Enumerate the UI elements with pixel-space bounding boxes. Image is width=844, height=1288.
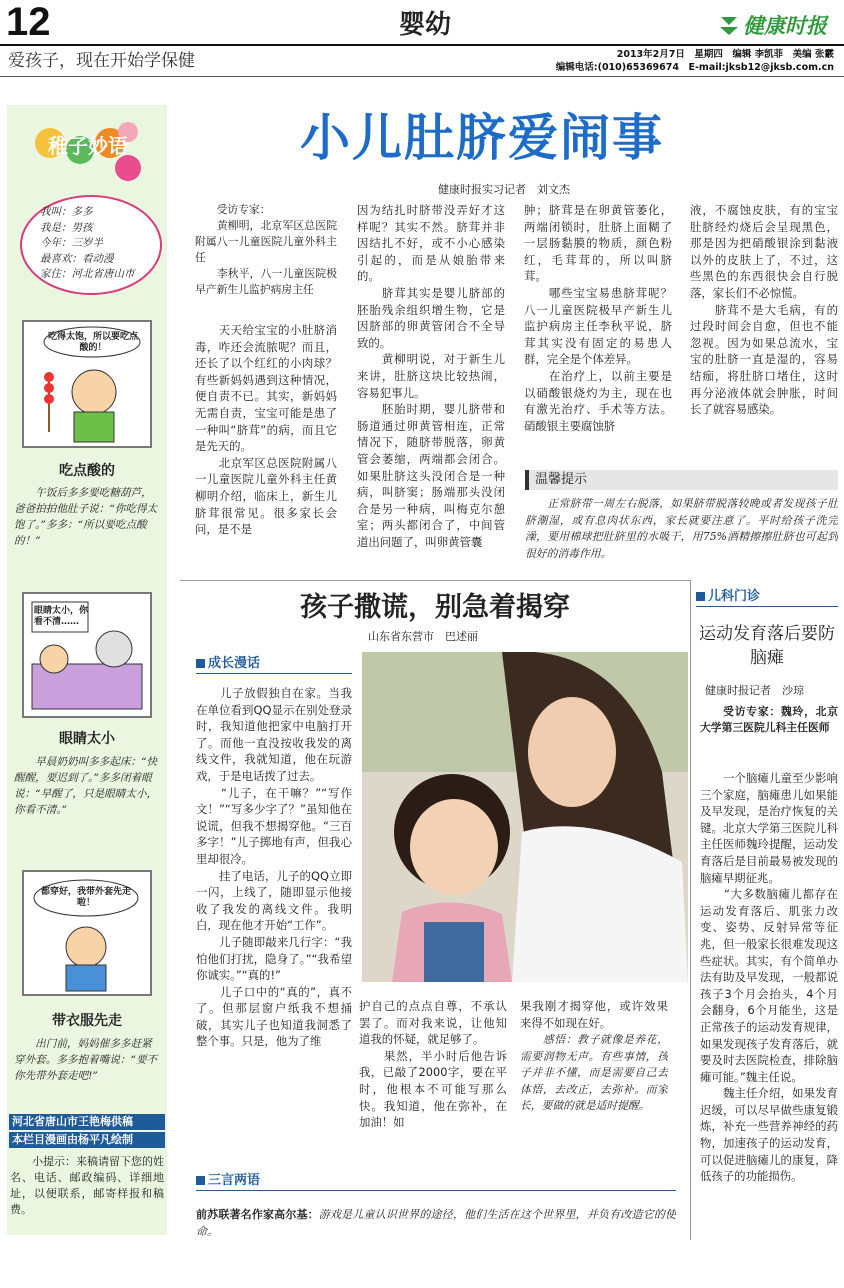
sidebar-logo <box>28 118 148 188</box>
comic-2-text: 早晨奶奶叫多多起床：“快醒醒，要迟到了。”多多闭着眼说：“早醒了，只是眼睛太小，你看不清。” <box>14 756 158 816</box>
pediatric-square-icon <box>696 592 705 601</box>
article2-column-3: 果我刚才揭穿他，或许效果来得不如现在好。 <box>520 999 668 1030</box>
article2-insight: 感悟：教子就像是养花，需要润物无声。有些事情，孩子并非不懂，而是需要自己去体悟，去改正，去弥补。而家长，要做的就是适时提醒。 <box>520 1033 668 1112</box>
warm-tip-text: 正常脐带一周左右脱落，如果脐带脱落较晚或者发现孩子肚脐潮湿，或有息肉状东西，家长就要注意了。平时给孩子洗完澡，要用棉球把肚脐里的水吸干，用75%酒精擦擦肚脐也可起到很好的消毒作用。 <box>525 497 838 560</box>
comic-3-caption: 带衣服先走 <box>52 1013 122 1029</box>
growth-section-text: 成长漫话 <box>208 656 261 671</box>
quote-rule <box>196 1190 676 1191</box>
editor-contact: 编辑电话:(010)65369674 E-mail:jksb12@jksb.com.cn <box>555 62 834 73</box>
article3-title: 运动发育落后要防脑瘫 <box>699 624 835 668</box>
article1-column-1: 天天给宝宝的小肚脐消毒，咋还会流脓呢？而且，还长了以个红红的小肉球？有些新妈妈遇到这种情况，便自责不已。其实，新妈妈无需自责，宝宝可能是患了一种叫“脐茸”的病，而且它是先天的。 北京军区总医院附属八一儿童医院儿童外科主任黄柳明介绍，临床上，新生儿脐茸很常见。很多家长会问，是不是 <box>195 323 337 537</box>
submission-tip: 小提示：来稿请留下您的姓名、电话、邮政编码、详细地址，以便联系，邮寄样报和稿费。 <box>10 1155 164 1216</box>
quote-author: 前苏联著名作家高尔基： <box>196 1208 319 1221</box>
profile-line-age: 今年：三岁半 <box>40 237 103 249</box>
header-rule <box>0 44 844 46</box>
article2-title: 孩子撒谎，别急着揭穿 <box>300 592 570 623</box>
logo-text: 健康时报 <box>743 13 827 38</box>
comic-2-bubble: 眼睛太小，你看不清…… <box>34 606 89 627</box>
quote-section-label <box>196 1172 260 1190</box>
quote-square-icon <box>196 1176 205 1185</box>
article2-column-2: 护自己的点点自尊，不承认罢了。而对我来说，让他知道我的怀疑，就足够了。 果然，半小时后他告诉我，已敲了2000字，要在平时，他根本不可能写那么快。我知道，他在弥补，在加油！如 <box>359 999 507 1130</box>
comic-2-caption: 眼睛太小 <box>59 731 115 747</box>
quote-text: 游戏是儿童认识世界的途径，他们生活在这个世界里，并负有改造它的使命。 <box>196 1208 676 1238</box>
article1-title: 小儿肚脐爱闹事 <box>300 109 664 167</box>
article3-body: 一个脑瘫儿童至少影响三个家庭，脑瘫患儿如果能及早发现，是治疗恢复的关键。北京大学第三医院儿科主任医师魏玲提醒，运动发育落后是目前最易被发现的脑瘫早期征兆。 “大多数脑瘫儿都存在运动发育落后、肌张力改变、姿势、反射异常等征兆，但一般家长很难发现这些症状。其实，有个简单办法有助及早发现，一般都说孩子3个月会抬头，4个月会翻身，6个月能坐，这是正常孩子的运动发育规律，如果发现孩子发育落后，就要及时去医院检查，排除脑瘫可能。”魏主任说。 魏主任介绍，如果发育迟缓，可以尽早做些康复锻炼，补充一些营养神经的药物，加速孩子的运动发育，可以促进脑瘫儿的康复，降低孩子的功能损伤。 <box>700 771 838 1184</box>
article3-experts: 受访专家：魏玲，北京大学第三医院儿科主任医师 <box>700 705 838 734</box>
comic-panel-2 <box>22 592 152 718</box>
warm-tip-header: 温馨提示 <box>525 470 838 490</box>
comic-panel-3 <box>22 870 152 996</box>
profile-line-favorite: 最喜欢：看动漫 <box>40 252 114 265</box>
section-title: 婴幼 <box>398 10 451 40</box>
comic-3-text: 出门前，妈妈催多多赶紧穿外套。多多抱着嘴说：“要不你先带外套走吧!” <box>14 1038 158 1082</box>
profile-line-name: 我叫：多多 <box>40 206 93 218</box>
article1-column-3: 肿；脐茸是在卵黄管萎化，两端闭锁时，肚脐上面糊了一层肠黏膜的物质，颜色粉红，毛茸茸的，所以叫脐茸。 哪些宝宝易患脐茸呢？八一儿童医院极早产新生儿监护病房主任李秋平说，脐茸其实没有固定的易患人群，完全是个体差异。 在治疗上，以前主要是以硝酸银烧灼为主，现在也有激光治疗、手术等方法。硝酸银主要腐蚀脐 <box>524 203 672 433</box>
comic-3-bubble: 都穿好，我带外套先走啦！ <box>40 887 131 908</box>
section-square-icon <box>196 659 205 668</box>
growth-section-label <box>196 655 260 673</box>
quote-body <box>196 1206 676 1240</box>
comic-panel-1 <box>22 320 152 448</box>
sidebar-logo-text: 稚子妙语 <box>48 134 128 158</box>
slogan: 爱孩子，现在开始学保健 <box>8 51 195 71</box>
column-divider <box>690 580 691 1240</box>
photo-image-icon <box>362 652 688 982</box>
illustrator-strip: 本栏目漫画由杨平凡绘制 <box>9 1132 165 1148</box>
article-divider <box>180 580 690 581</box>
contributor-strip: 河北省唐山市王艳梅供稿 <box>9 1114 165 1130</box>
article1-byline: 健康时报实习记者 刘文杰 <box>438 183 570 196</box>
issue-meta: 2013年2月7日 星期四 编辑 李凯菲 美编 张霰 <box>616 49 834 60</box>
article2-byline: 山东省东营市 巴述丽 <box>368 630 478 643</box>
article1-column-2: 因为结扎时脐带没弄好才这样呢？其实不然。脐茸并非因结扎不好，或不小心感染引起的，而是从娘胎带来的。 脐茸其实是婴儿脐部的胚胎残余组织增生物，它是因脐部的卵黄管闭合不全导致的。 黄柳明说，对于新生儿来讲，肚脐这块比较热闹，容易犯事儿。 胚胎时期，婴儿脐带和肠道通过卵黄管相连，正常情况下，随脐带脱落，卵黄管会萎缩，两端都会闭合。如果肚脐这头没闭合是一种病，叫脐窦；肠端那头没闭合是另一种病，叫梅克尔憩室；两头都闭合了，中间管道出问题了，叫卵黄管囊 <box>357 203 505 549</box>
article3-byline: 健康时报记者 沙琼 <box>705 684 804 697</box>
mother-daughter-photo <box>362 652 688 982</box>
comic-1-text: 午饭后多多要吃糖葫芦，爸爸拍拍他肚子说：“你吃得太饱了。”多多：“所以要吃点酸的！” <box>14 487 158 547</box>
comic-1-caption: 吃点酸的 <box>59 463 115 479</box>
profile-line-home: 家住：河北省唐山市 <box>40 268 135 280</box>
article2-column-1: 儿子放假独自在家。当我在单位看到QQ显示在别处登录时，我知道他把家中电脑打开了。而他一直没按收我发的离线文件，我就知道，他在玩游戏，于是电话拨了过去。 “儿子，在干嘛？”“写作文！”“写多少字了？”虽知他在说谎，但我不想揭穿他。“三百多字！”儿子掷地有声，但我心里却很冷。 挂了电话，儿子的QQ立即一闪，上线了，随即显示他接收了我发的离线文件。我明白，现在他才开始“工作”。 儿子随即敲来几行字：“我怕他们打扰，隐身了。”“我希望你诚实。”“真的!” 儿子口中的“真的”，真不了。但那层窗户纸我不想捅破，其实儿子也知道我洞悉了整个事。只是，他为了维 <box>196 686 352 1049</box>
pediatric-section-text: 儿科门诊 <box>708 589 761 604</box>
article1-experts: 受访专家： 黄柳明，北京军区总医院附属八一儿童医院儿童外科主任 李秋平，八一儿童医院极早产新生儿监护病房主任 <box>195 203 337 296</box>
header-rule-2 <box>0 76 844 77</box>
logo-icon <box>718 13 740 37</box>
pediatric-section-label <box>696 588 760 606</box>
newspaper-logo <box>718 10 843 40</box>
profile-line-gender: 我是：男孩 <box>40 221 93 234</box>
quote-section-text: 三言两语 <box>208 1173 261 1188</box>
growth-section-rule <box>196 673 352 674</box>
article1-column-4: 液，不腐蚀皮肤，有的宝宝肚脐经灼烧后会呈现黑色，那是因为把硝酸银涂到黏液以外的皮肤上了，不过，这些黑色的东西很快会自行脱落，家长们不必惊慌。 脐茸不是大毛病，有的过段时间会自愈，但也不能忽视。因为如果总流水，宝宝的肚脐一直是湿的，容易结痂，将肚脐口堵住，这时再分泌液体就会肿胀，时间长了就容易感染。 <box>690 203 838 417</box>
profile-bubble <box>20 195 162 295</box>
comic-1-bubble: 吃得太饱，所以要吃点酸的！ <box>48 332 139 353</box>
page-number: 12 <box>6 0 51 44</box>
pediatric-rule <box>696 606 838 607</box>
